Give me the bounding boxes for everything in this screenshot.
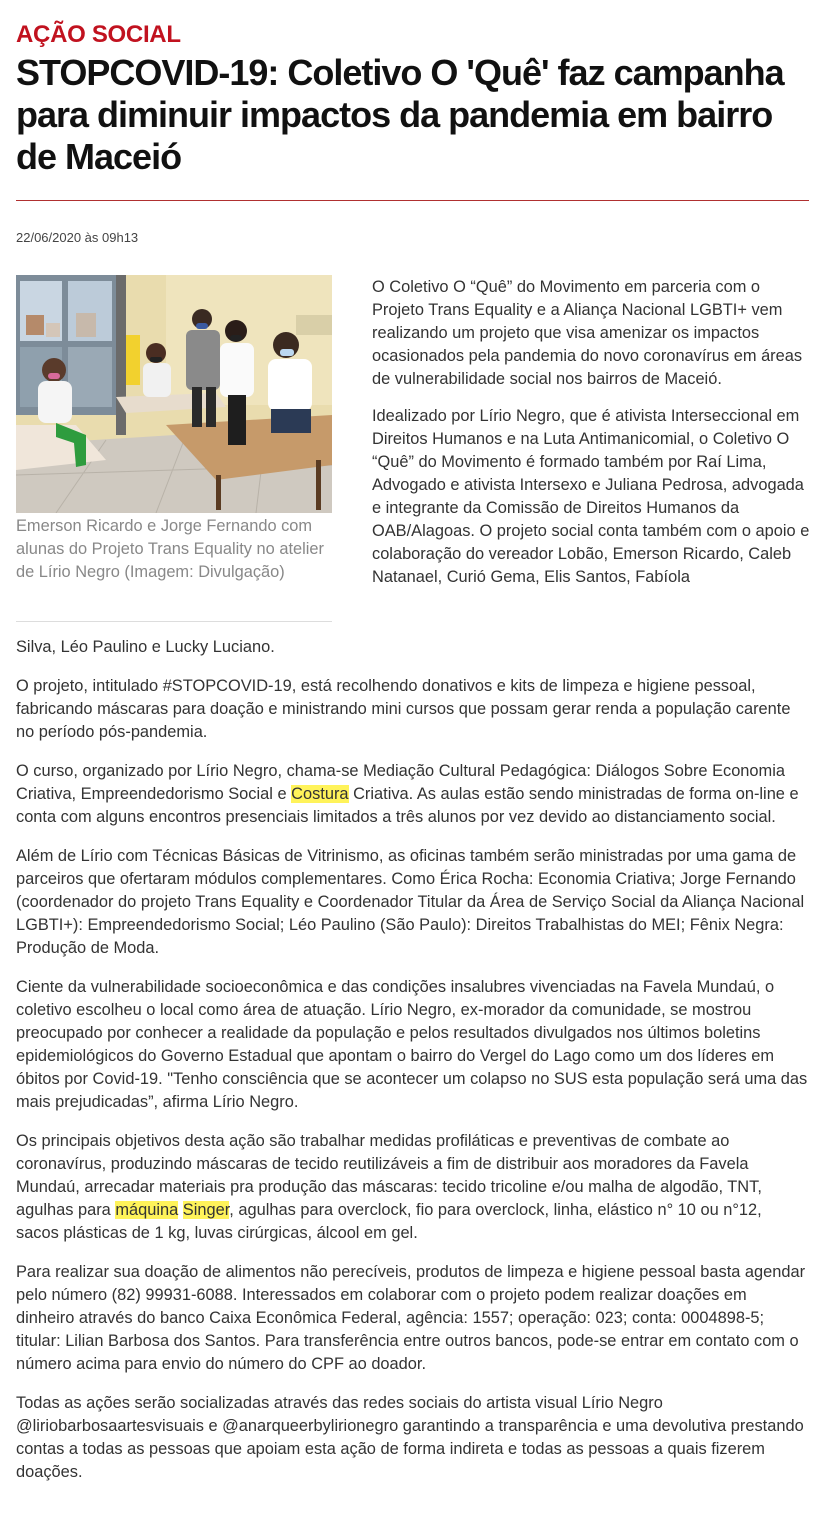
paragraph-4-text-end: Criativa. As aulas estão sendo ministradas de forma on-line e conta com alguns encontros presenciais limitados a três alunos por vez devido ao distanciamento social. (16, 785, 799, 826)
image-caption: Emerson Ricardo e Jorge Fernando com alunas do Projeto Trans Equality no atelier de Lírio Negro (Imagem: Divulgação) (16, 517, 324, 581)
article-photo[interactable] (16, 275, 332, 513)
paragraph-9: Todas as ações serão socializadas através das redes sociais do artista visual Lírio Negro @liriobarbosaartesvisuais e @anarqueerbylirionegro garantindo a transparência e uma devolutiva prestando contas a todas as pessoas que apoiam esta ação de forma indireta e todas as pessoas a quais fizerem doações. (16, 1394, 804, 1481)
paragraph-2-continued: Silva, Léo Paulino e Lucky Luciano. (16, 638, 275, 656)
paragraph-6: Ciente da vulnerabilidade socioeconômica e das condições insalubres vivenciadas na Favela Mundaú, o coletivo escolheu o local como área de atuação. Lírio Negro, ex-morador da comunidade, se mostrou preocupado por conhecer a realidade da população e pelos resultados divulgados nos últimos boletins epidemiológicos do Governo Estadual que apontam o bairro do Vergel do Lago como um dos líderes em óbitos por Covid-19. "Tenho consciência que se acontecer um colapso no SUS esta população será uma das mais prejudicadas”, afirma Lírio Negro. (16, 978, 808, 1111)
article-title: STOPCOVID-19: Coletivo O 'Quê' faz campanha para diminuir impactos da pandemia em bairro de Maceió (16, 52, 784, 177)
paragraph-3: O projeto, intitulado #STOPCOVID-19, está recolhendo donativos e kits de limpeza e higiene pessoal, fabricando máscaras para doação e ministrando mini cursos que possam gerar renda a população carente no período pós-pandemia. (16, 677, 791, 741)
paragraph-5: Além de Lírio com Técnicas Básicas de Vitrinismo, as oficinas também serão ministradas por uma gama de parceiros que ofertaram módulos complementares. Como Érica Rocha: Economia Criativa; Jorge Fernando (coordenador do projeto Trans Equality e Coordenador Titular da Área de Serviço Social da Aliança Nacional LGBTI+): Empreendedorismo Social; Léo Paulino (São Paulo): Direitos Trabalhistas do MEI; Fênix Negra: Produção de Moda. (16, 847, 805, 957)
keyword-link-costura[interactable]: Costura (291, 785, 349, 803)
paragraph-7-text: Os principais objetivos desta ação são trabalhar medidas profiláticas e preventivas de combate ao coronavírus, produzindo máscaras de tecido reutilizáveis a fim de distribuir aos moradores da Favela Mundaú, arrecadar materiais pra produção das máscaras: tecido tricoline e/ou malha de algodão, TNT, agulhas para (16, 1132, 762, 1219)
title-divider (16, 200, 809, 201)
paragraph-7-text-end: , agulhas para overclock, fio para overclock, linha, elástico n° 10 ou n°12, sacos plásticas de 1 kg, luvas cirúrgicas, álcool em gel. (16, 1201, 762, 1242)
caption-divider (16, 621, 332, 622)
article-body-column (372, 276, 812, 603)
article-body (16, 636, 809, 1500)
keyword-link-singer[interactable]: Singer (182, 1201, 230, 1219)
section-kicker[interactable]: AÇÃO SOCIAL (16, 21, 181, 48)
publish-date: 22/06/2020 às 09h13 (16, 230, 139, 245)
paragraph-2: Idealizado por Lírio Negro, que é ativista Interseccional em Direitos Humanos e na Luta Antimanicomial, o Coletivo O “Quê” do Movimento é formado também por Raí Lima, Advogado e ativista Intersexo e Juliana Pedrosa, advogada e integrante da Comissão de Direitos Humanos da OAB/Alagoas. O projeto social conta também com o apoio e colaboração do vereador Lobão, Emerson Ricardo, Caleb Natanael, Curió Gema, Elis Santos, Fabíola (372, 407, 810, 586)
paragraph-1: O Coletivo O “Quê” do Movimento em parceria com o Projeto Trans Equality e a Aliança Nacional LGBTI+ vem realizando um projeto que visa amenizar os impactos ocasionados pela pandemia do novo coronavírus em áreas de vulnerabilidade social nos bairros de Maceió. (372, 278, 803, 388)
paragraph-8: Para realizar sua doação de alimentos não perecíveis, produtos de limpeza e higiene pessoal basta agendar pelo número (82) 99931-6088. Interessados em colaborar com o projeto podem realizar doações em dinheiro através do banco Caixa Econômica Federal, agência: 1557; operação: 023; conta: 0004898-5; titular: Lilian Barbosa dos Santos. Para transferência entre outros bancos, pode-se entrar em contato com o número acima para envio do número do CPF ao doador. (16, 1263, 806, 1373)
paragraph-4-text: O curso, organizado por Lírio Negro, chama-se Mediação Cultural Pedagógica: Diálogos Sobre Economia Criativa, Empreendedorismo Social e (16, 762, 785, 803)
paragraph-7 (16, 1130, 809, 1245)
article-figure (16, 275, 332, 584)
keyword-link-maquina[interactable]: máquina (115, 1201, 179, 1219)
paragraph-4 (16, 760, 809, 829)
